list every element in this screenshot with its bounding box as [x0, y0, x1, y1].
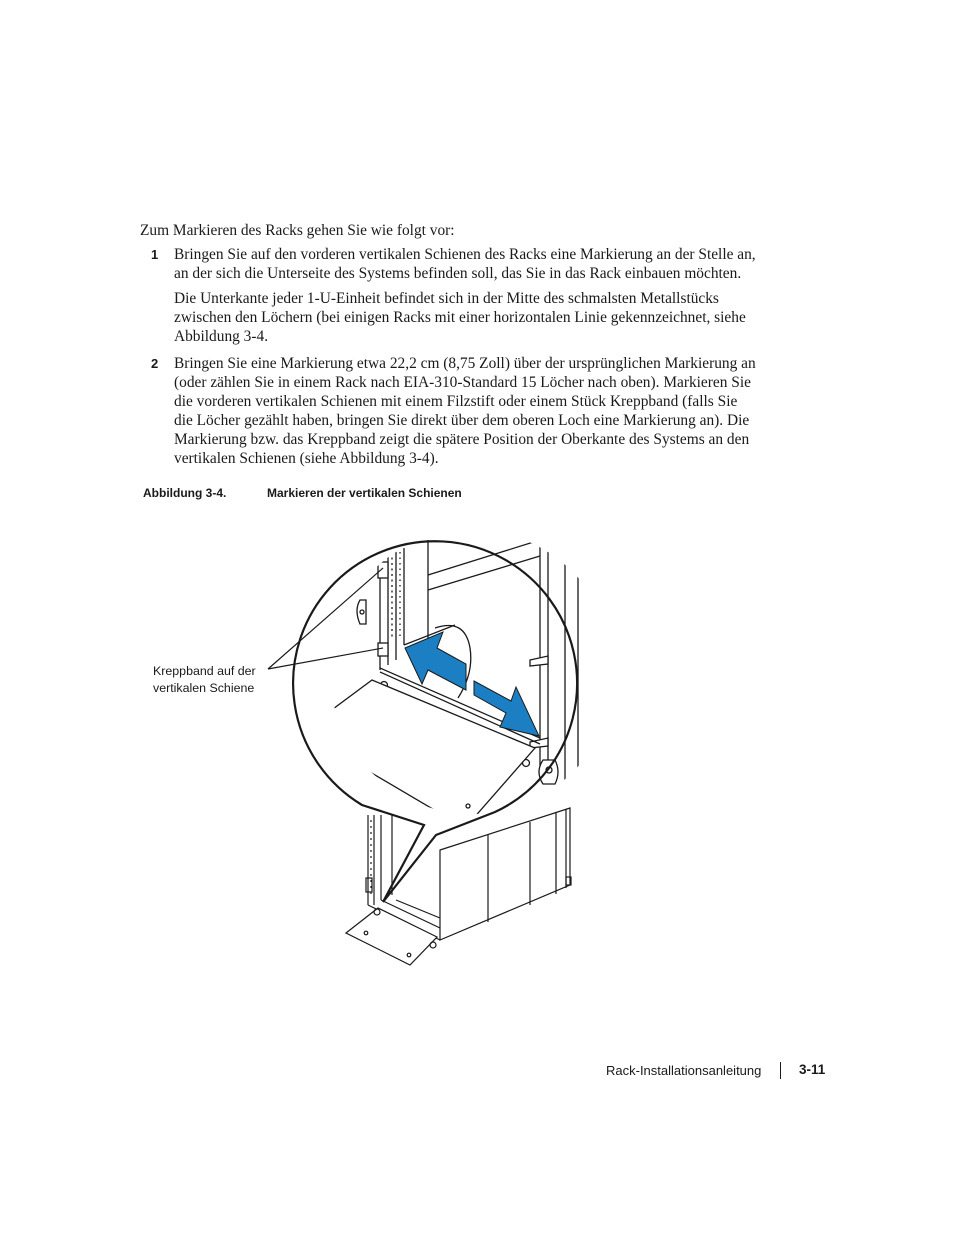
step-1 — [151, 245, 761, 283]
page-number: 3-11 — [799, 1062, 826, 1077]
figure-label: Abbildung 3-4. — [143, 486, 227, 500]
figure-caption — [143, 486, 462, 500]
callout-line-2: vertikalen Schiene — [153, 681, 255, 695]
intro-text: Zum Markieren des Racks gehen Sie wie folgt vor: — [140, 222, 455, 239]
step-number: 2 — [151, 356, 159, 371]
step-number: 1 — [151, 247, 159, 262]
step-text: Bringen Sie auf den vorderen vertikalen Schienen des Racks eine Markierung an der Stelle an, an der sich die Unterseite des Systems befinden soll, das Sie in das Rack einbauen möchten. — [174, 246, 756, 282]
figure-callout — [153, 663, 256, 697]
step-2 — [151, 354, 761, 468]
figure-title: Markieren der vertikalen Schienen — [267, 486, 462, 500]
callout-line-1: Kreppband auf der — [153, 664, 256, 678]
step-1-note: Die Unterkante jeder 1-U-Einheit befindet sich in der Mitte des schmalsten Metallstücks zwischen den Löchern (bei einigen Racks mit einer horizontalen Linie gekennzeichnet, siehe Abbildung 3-4. — [174, 290, 746, 345]
rack-body — [346, 808, 571, 965]
footer-title: Rack-Installationsanleitung — [606, 1063, 762, 1078]
rack-illustration — [260, 530, 620, 980]
footer-separator — [780, 1062, 781, 1079]
step-text: Bringen Sie eine Markierung etwa 22,2 cm (8,75 Zoll) über der ursprünglichen Markierung an (oder zählen Sie in einem Rack nach EIA-310-Standard 15 Löcher nach oben). Markieren Sie die vorderen vertikalen Schienen mit einem Filzstift oder einem Stück Kreppband (falls Sie die Löcher gezählt haben, bringen Sie direkt über dem oberen Loch eine Markierung an). Die Markierung bzw. das Kreppband zeigt die spätere Position der Oberkante des Systems an den vertikalen Schienen (siehe Abbildung 3-4). — [174, 355, 756, 467]
